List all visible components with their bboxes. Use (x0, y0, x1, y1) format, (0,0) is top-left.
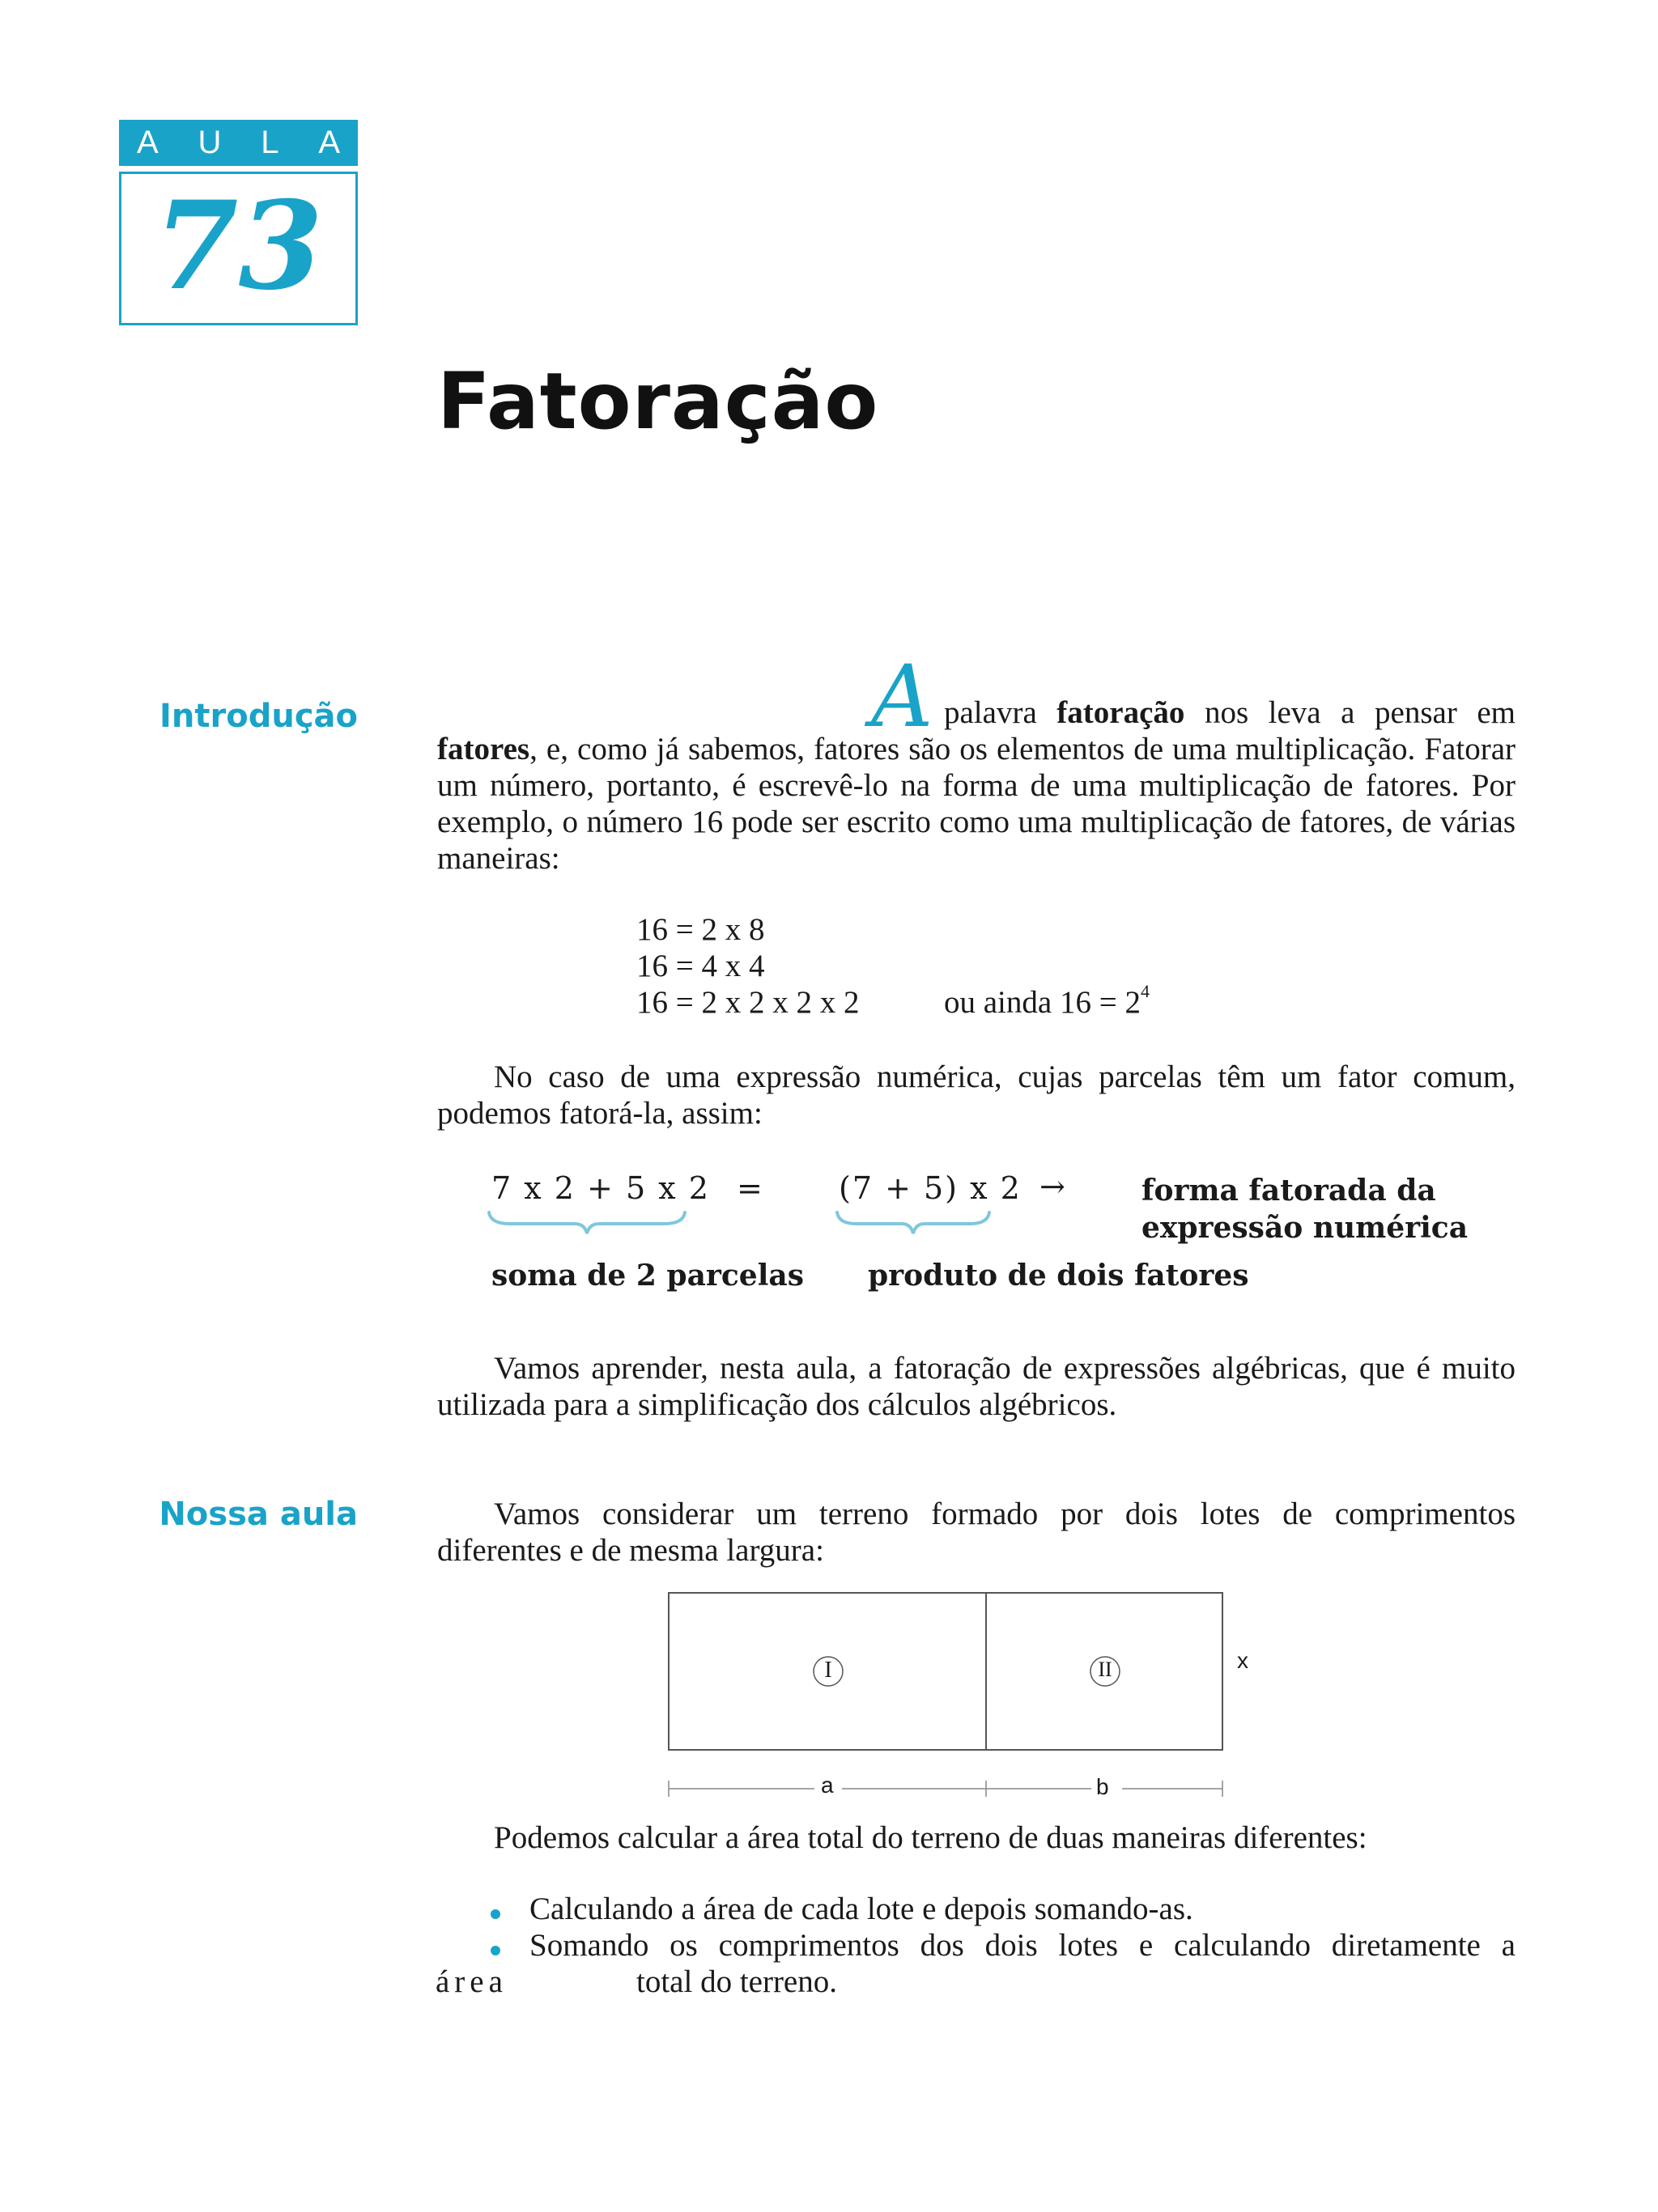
lesson-letter: A (318, 125, 340, 160)
equation-power-form (944, 981, 1150, 1021)
bullet-icon (491, 1946, 500, 1955)
intro-bold-term: fatores (437, 732, 530, 766)
intro-bold-term: fatoração (1056, 695, 1185, 730)
bullet-continuation: área (436, 1964, 508, 1999)
page-title: Fatoração (437, 356, 879, 447)
intro-text: nos leva a pensar em (1184, 695, 1516, 730)
equation-line: 16 = 2 x 8 (636, 912, 765, 947)
paragraph-lesson-goal: Vamos aprender, nesta aula, a fatoração de expressões algébricas, que é muito utilizada para a simplificação dos cálculos algébricos. (437, 1351, 1516, 1422)
terrain-outline (669, 1593, 1222, 1750)
lesson-number: 73 (154, 175, 323, 317)
lot-2-label: II (1098, 1658, 1112, 1681)
exponent: 4 (1140, 981, 1150, 1001)
equation-line: 16 = 4 x 4 (636, 949, 765, 983)
underbrace-product-icon (834, 1209, 993, 1238)
length-label-b: b (1096, 1774, 1109, 1799)
section-label-introducao: Introdução (159, 698, 358, 735)
arrow-icon: → (1039, 1169, 1067, 1204)
drop-cap: A (871, 647, 933, 746)
factored-form-line: expressão numérica (1141, 1211, 1469, 1245)
bullet-icon (491, 1909, 500, 1919)
width-label-x: x (1237, 1648, 1248, 1673)
lesson-letter: U (198, 125, 222, 160)
equation-text: ou ainda 16 = 2 (944, 985, 1141, 1020)
intro-text: palavra (944, 695, 1057, 730)
paragraph-terrain: Vamos considerar um terreno formado por dois lotes de comprimentos diferentes e de mesma largura: (437, 1497, 1516, 1568)
underbrace-sum-icon (486, 1209, 688, 1238)
length-label-a: a (821, 1773, 834, 1798)
equation-line: 16 = 2 x 2 x 2 x 2 (636, 985, 860, 1020)
lesson-header-bar (119, 120, 358, 166)
section-label-nossa-aula: Nossa aula (159, 1496, 358, 1533)
label-sum-of-terms: soma de 2 parcelas (491, 1259, 804, 1293)
paragraph-expression: No caso de uma expressão numérica, cujas parcelas têm um fator comum, podemos fatorá-la, assim: (437, 1059, 1516, 1131)
lesson-letter: A (137, 125, 159, 160)
factored-form-label (1141, 1172, 1468, 1246)
bullet-item: Somando os comprimentos dos dois lotes e calculando diretamente a (529, 1928, 1516, 1963)
bullet-continuation: total do terreno. (636, 1964, 837, 1999)
terrain-diagram (664, 1586, 1263, 1805)
bullet-item: Calculando a área de cada lote e depois somando-as. (529, 1891, 1193, 1926)
factored-form-line: forma fatorada da (1141, 1174, 1436, 1208)
intro-text: , e, como já sabemos, fatores são os elementos de uma multiplicação. Fatorar um número, portanto, é escrevê-lo na forma de uma multiplicação de fatores. Por exemplo, o número 16 pode ser escrito como uma multiplicação de fatores, de várias maneiras: (437, 732, 1516, 876)
expression-product: (7 + 5) x 2 (839, 1170, 1022, 1206)
intro-first-line (944, 694, 1516, 731)
lesson-number-box (119, 172, 358, 325)
expression-equals: = (737, 1170, 764, 1206)
label-product-of-factors: produto de dois fatores (868, 1259, 1249, 1293)
lesson-letter: L (261, 125, 279, 160)
intro-paragraph (437, 731, 1516, 877)
lot-1-label: I (824, 1658, 832, 1683)
paragraph-area-ways: Podemos calcular a área total do terreno de duas maneiras diferentes: (494, 1820, 1367, 1855)
expression-sum: 7 x 2 + 5 x 2 (491, 1170, 710, 1206)
